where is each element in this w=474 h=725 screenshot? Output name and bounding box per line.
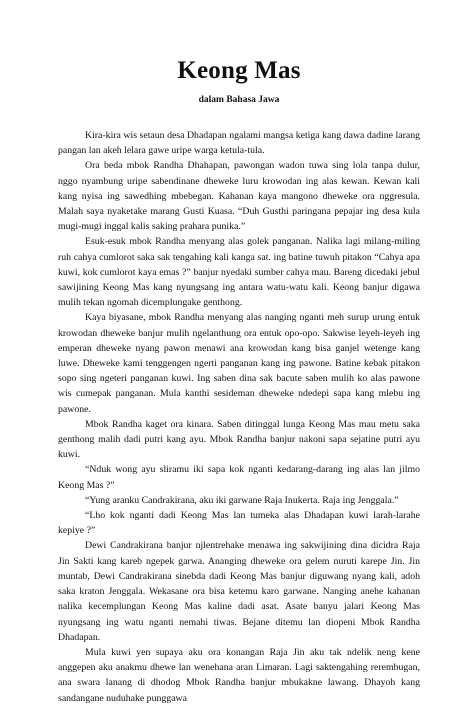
paragraph: Esuk-esuk mbok Randha menyang alas golek panganan. Nalika lagi milang-miling ruh cahya cumlorot saka sak tengahing kali kanga sat. ing batine tuwuh pitakon “Cahya apa kuwi, kok cumlorot kaya emas ?” banjur nyedaki sumber cahya mau. Bareng dicedaki jebul sawijining Keong Mas kang nyungsang ing antara watu-watu kali. Keong banjur digawa mulih tekan ngomah dicemplungake genthong. (58, 236, 420, 309)
paragraph: “Lho kok nganti dadi Keong Mas lan tumeka alas Dhadapan kuwi larah-larahe kepiye ?” (58, 510, 420, 537)
paragraph: “Nduk wong ayu sliramu iki sapa kok nganti kedarang-darang ing alas lan jilmo Keong Mas ?” (58, 464, 420, 491)
paragraph: “Yung aranku Candrakirana, aku iki garwane Raja Inukerta. Raja ing Jenggala.” (85, 494, 399, 506)
paragraph: Kira-kira wis setaun desa Dhadapan ngalami mangsa ketiga kang dawa dadine larang pangan lan akeh lelara gawe uripe warga ketula-tula. (58, 130, 420, 157)
document-subtitle: dalam Bahasa Jawa (198, 95, 280, 105)
paragraph: Kaya biyasane, mbok Randha menyang alas nanging nganti meh surup urung entuk krowodan dheweke banjur mulih ngelanthung ora entuk opo-opo. Sakwise leyeh-leyeh ing emperan dheweke nyang pawon menawi ana krowodan kang bisa ganjel wetenge kang luwe. Dheweke kami tenggengen ngerti panganan kang ing pawone. Batine kebak pitakon sopo sing ngeteri panganan kuwi. Ing saben dina sak bacute saben mulih ko alas pawone wis cumepak panganan. Mula kanthi sesideman dheweke ndedepi sapa kang mlebu ing pawone. (58, 312, 420, 415)
paragraph: Ora beda mbok Randha Dhahapan, pawongan wadon tuwa sing lola tanpa dulur, nggo nyambung uripe sabendinane dheweke luru krowodan ing alas kewan. Kewan kali kang nyisa ing sawedhing mbebegan. Kahanan kaya mangono dheweke ora nggresula. Malah saya nyaketake marang Gusti Kuasa. “Duh Gusthi paringana pepajar ing desa kula mugi-mugi inggal kalis saking prahara punika.” (58, 160, 420, 233)
document-title: Keong Mas (177, 57, 301, 84)
paragraph: Mbok Randha kaget ora kinara. Saben ditinggal lunga Keong Mas mau metu saka genthong malih dadi putri kang ayu. Mbok Randha banjur nakoni sapa sejatine putri ayu kuwi. (58, 418, 420, 461)
paragraph: Dewi Candrakirana banjur njlentrehake menawa ing sakwijining dina dicidra Raja Jin Sakti kang kareb ngepek garwa. Ananging dheweke ora gelem nuruti karepe Jin. Jin muntab, Dewi Candrakirana sinebda dadi Keong Mas banjur diguwang nyang kali, adoh saka kraton Jenggala. Wekasane ora bisa ketemu karo garwane. Nanging anehe kahanan nalika kecemplungan Keong Mas kaline dadi asat. Asate banyu jalari Keong Mas nyungsang ing watu nganti nemahi tiwas. Bejane ditemu lan diopeni Mbok Randha Dhadapan. (58, 540, 420, 643)
document-body (58, 128, 420, 706)
paragraph: Mula kuwi yen supaya aku ora konangan Raja Jin aku tak ndelik neng kene anggepen aku anakmu dhewe lan wenehana aran Limaran. Lagi saktengahing rerembugan, ana swara lanang di dhodog Mbok Randha banjur mbukakne lawang. Dhayoh kang sandangane nuduhake punggawa (58, 646, 420, 704)
